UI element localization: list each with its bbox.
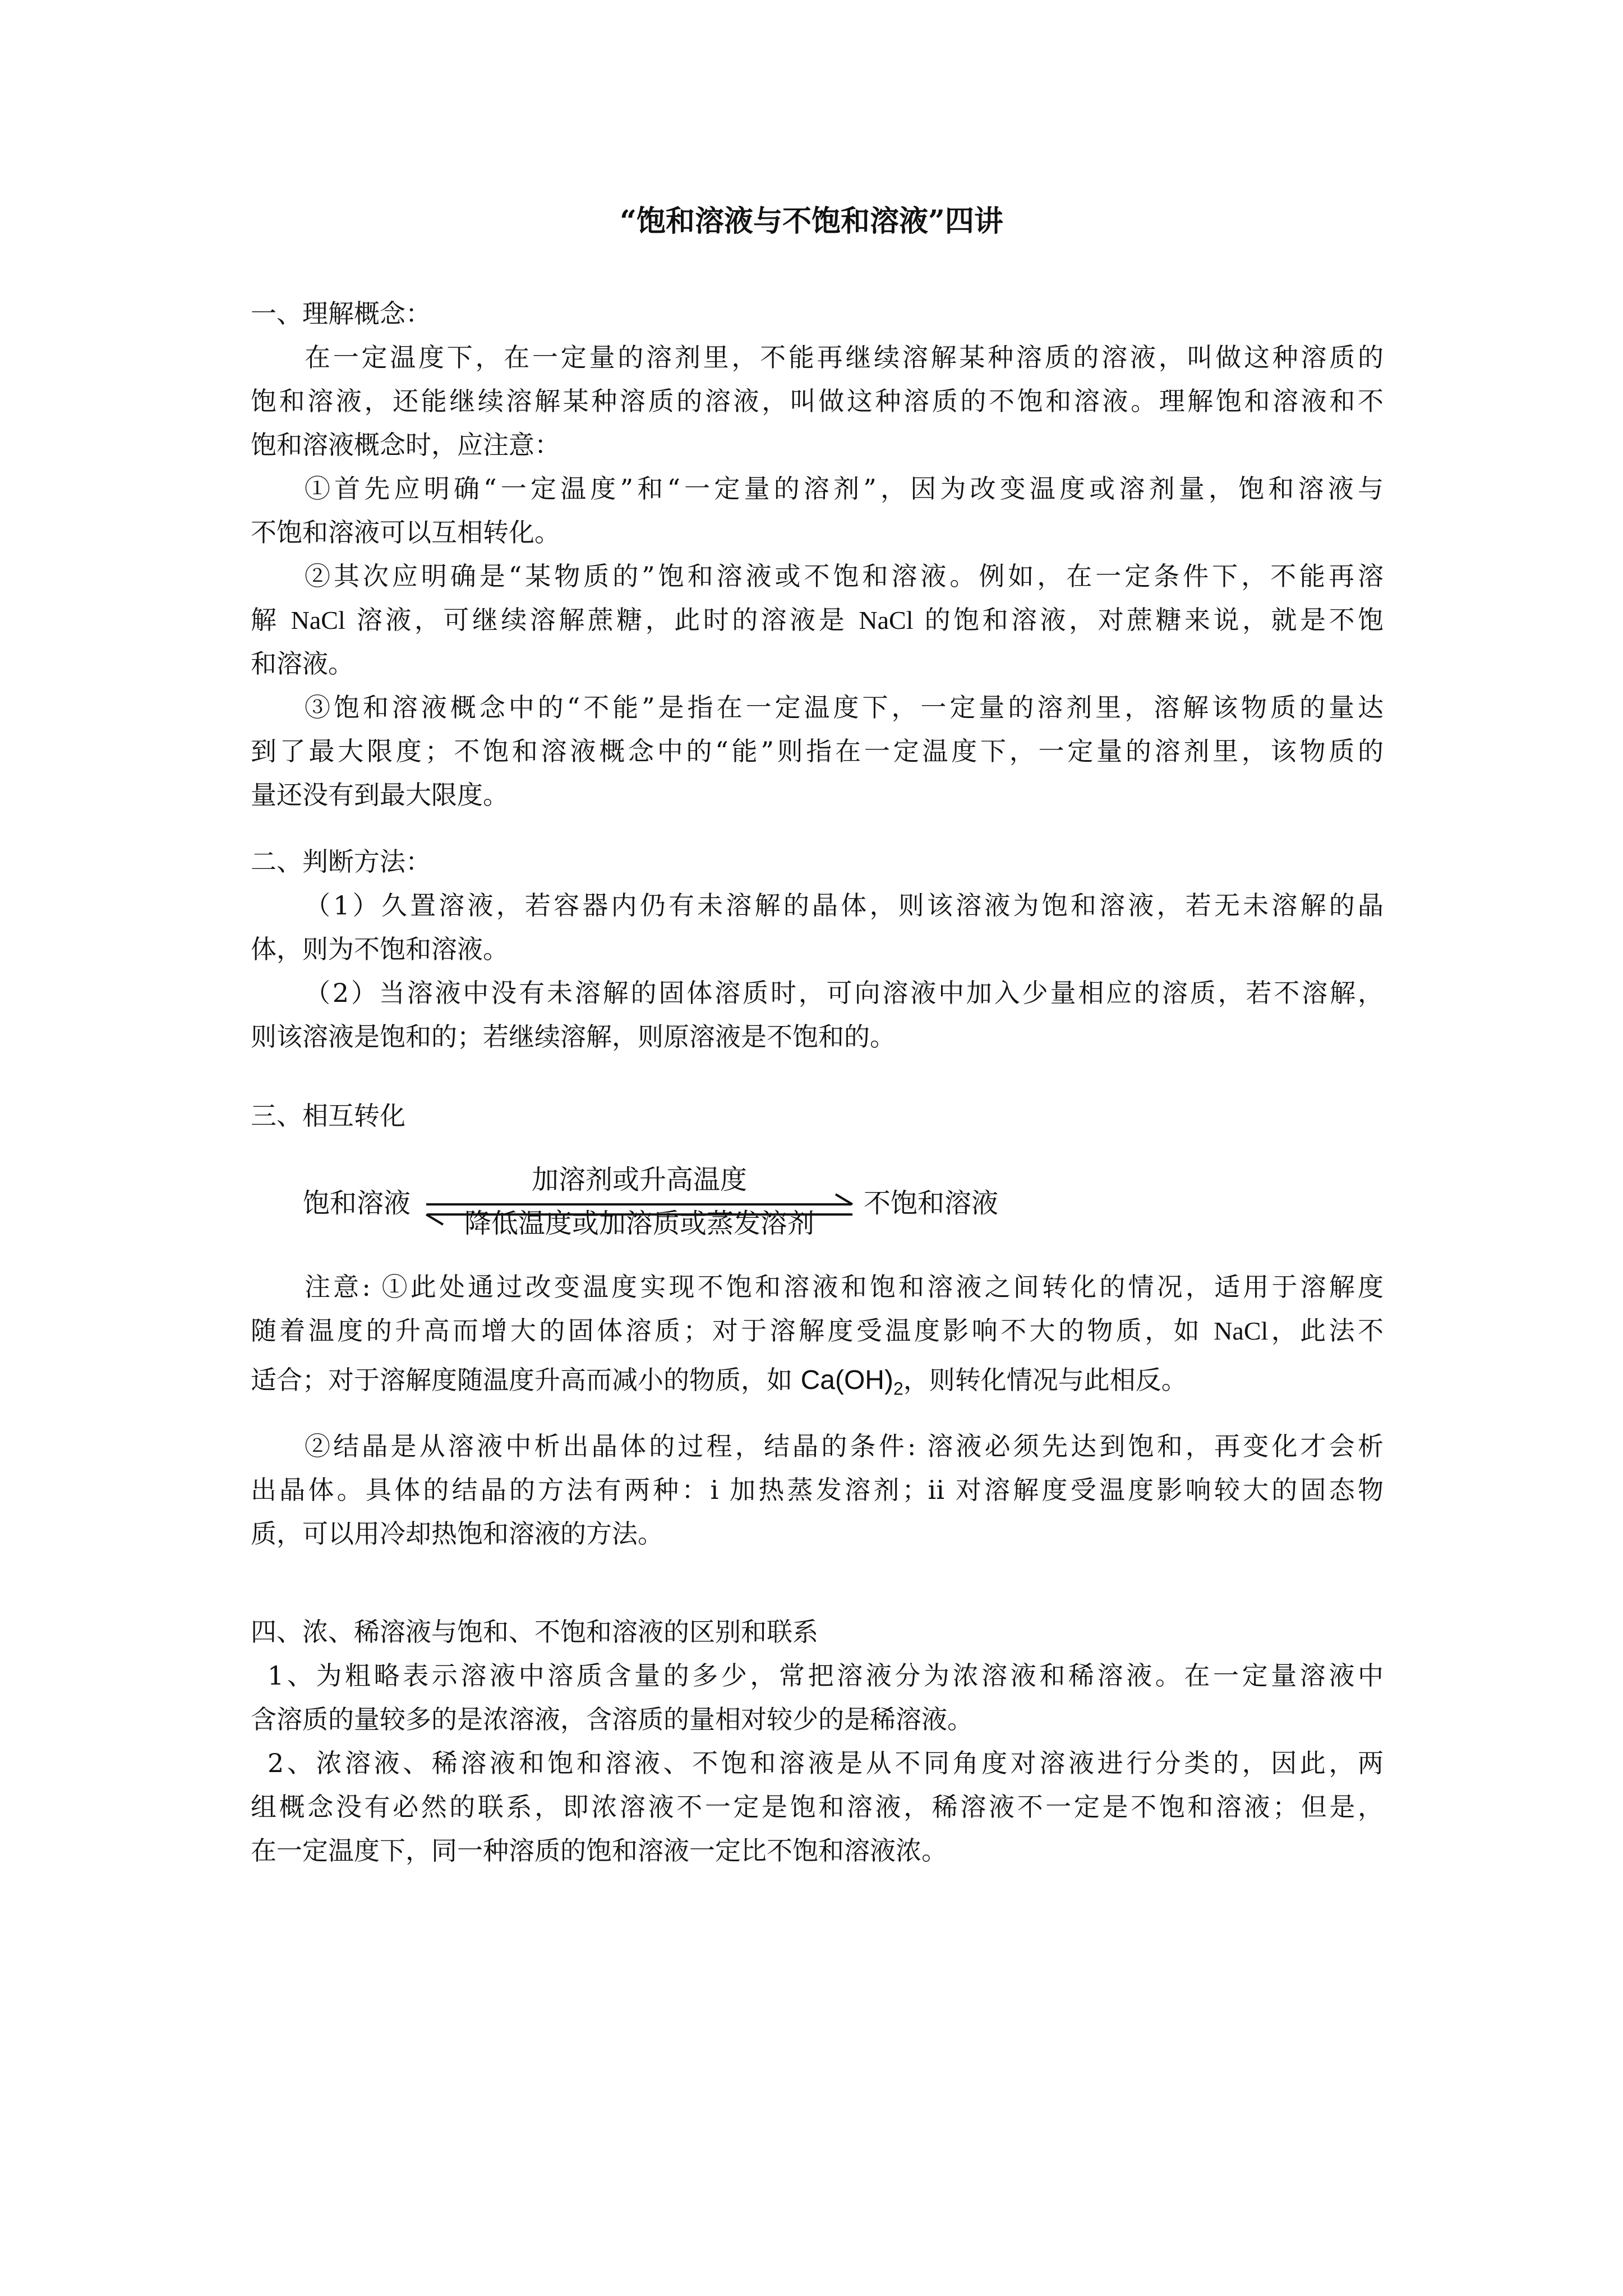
paragraph-line: 2、浓溶液、稀溶液和饱和溶液、不饱和溶液是从不同角度对溶液进行分类的，因此，两: [268, 1748, 1384, 1778]
chemical-formula: [800, 1365, 903, 1399]
backward-condition-label: 降低温度或加溶质或蒸发溶剂: [464, 1208, 814, 1239]
chemical-formula: NaCl: [291, 606, 345, 634]
paragraph-line: 不饱和溶液可以互相转化。: [251, 517, 560, 547]
paragraph-line: 含溶质的量较多的是浓溶液，含溶质的量相对较少的是稀溶液。: [251, 1704, 973, 1734]
formula-subscript: 2: [893, 1378, 903, 1399]
section-heading: 二、判断方法：: [251, 846, 431, 877]
paragraph-line: ②结晶是从溶液中析出晶体的过程，结晶的条件: 溶液必须先达到饱和，再变化才会析: [305, 1431, 1384, 1461]
unsaturated-solution-label: 不饱和溶液: [864, 1188, 999, 1219]
chemical-formula: NaCl: [859, 606, 914, 634]
text-run: 随着温度的升高而增大的固体溶质；对于溶解度受温度影响不大的物质，如: [251, 1315, 1214, 1346]
section-concentrated-vs-saturated: [251, 1610, 1384, 1872]
paragraph-line: ①首先应明确“一定温度”和“一定量的溶剂”，因为改变温度或溶剂量，饱和溶液与: [305, 473, 1384, 504]
text-run: ，则转化情况与此相反。: [903, 1365, 1187, 1395]
formula-base: Ca(OH): [800, 1365, 893, 1395]
text-run: ，此法不: [1268, 1315, 1384, 1346]
section-understand-concept: [251, 292, 1384, 817]
paragraph-line: 则该溶液是饱和的；若继续溶解，则原溶液是不饱和的。: [251, 1022, 896, 1052]
forward-condition-label: 加溶剂或升高温度: [531, 1164, 747, 1195]
section-notes: [251, 1265, 1384, 1556]
paragraph-line: ③饱和溶液概念中的“不能”是指在一定温度下，一定量的溶剂里，溶解该物质的量达: [305, 692, 1384, 723]
paragraph-line: 在一定温度下，在一定量的溶剂里，不能再继续溶解某种溶质的溶液，叫做这种溶质的: [305, 342, 1384, 372]
text-run: 溶液，可继续溶解蔗糖，此时的溶液是: [345, 605, 859, 635]
paragraph-line: [251, 1352, 1384, 1407]
section-judgment-method: [251, 840, 1384, 1059]
paragraph-line: [251, 1309, 1384, 1352]
section-heading: 一、理解概念：: [251, 298, 431, 329]
chemical-formula: NaCl: [1214, 1317, 1269, 1345]
paragraph-line: 在一定温度下，同一种溶质的饱和溶液一定比不饱和溶液浓。: [251, 1835, 947, 1866]
paragraph-line: 到了最大限度；不饱和溶液概念中的“能”则指在一定温度下，一定量的溶剂里，该物质的: [251, 736, 1384, 766]
section-mutual-conversion: [251, 1094, 1384, 1138]
paragraph-line: [251, 598, 1384, 642]
section-heading: 四、浓、稀溶液与饱和、不饱和溶液的区别和联系: [251, 1617, 818, 1647]
paragraph-line: 组概念没有必然的联系，即浓溶液不一定是饱和溶液，稀溶液不一定是不饱和溶液；但是，: [251, 1792, 1384, 1822]
paragraph-line: ②其次应明确是“某物质的”饱和溶液或不饱和溶液。例如，在一定条件下，不能再溶: [305, 561, 1384, 591]
text-run: 的饱和溶液，对蔗糖来说，就是不饱: [913, 605, 1384, 635]
paragraph-line: 和溶液。: [251, 648, 354, 679]
text-run: 解: [251, 605, 291, 635]
paragraph-line: 体，则为不饱和溶液。: [251, 934, 509, 964]
paragraph-line: （2）当溶液中没有未溶解的固体溶质时，可向溶液中加入少量相应的溶质，若不溶解，: [305, 978, 1384, 1008]
page-title: “饱和溶液与不饱和溶液”四讲: [620, 204, 1003, 238]
text-run: 适合；对于溶解度随温度升高而减小的物质，如: [251, 1365, 801, 1395]
paragraph-line: （1）久置溶液，若容器内仍有未溶解的晶体，则该溶液为饱和溶液，若无未溶解的晶: [305, 890, 1384, 921]
paragraph-line: 注意: ①此处通过改变温度实现不饱和溶液和饱和溶液之间转化的情况，适用于溶解度: [305, 1272, 1384, 1302]
conversion-diagram: [303, 1164, 1021, 1254]
paragraph-line: 量还没有到最大限度。: [251, 780, 509, 810]
saturated-solution-label: 饱和溶液: [303, 1188, 411, 1219]
paragraph-line: 饱和溶液，还能继续溶解某种溶质的溶液，叫做这种溶质的不饱和溶液。理解饱和溶液和不: [251, 386, 1384, 416]
paragraph-line: 质，可以用冷却热饱和溶液的方法。: [251, 1519, 663, 1549]
paragraph-line: 出晶体。具体的结晶的方法有两种：i 加热蒸发溶剂；ii 对溶解度受温度影响较大的固态物: [251, 1475, 1384, 1505]
section-heading: 三、相互转化: [251, 1101, 405, 1131]
paragraph-line: 饱和溶液概念时，应注意：: [251, 430, 560, 460]
paragraph-line: 1、为粗略表示溶液中溶质含量的多少，常把溶液分为浓溶液和稀溶液。在一定量溶液中: [268, 1660, 1384, 1691]
